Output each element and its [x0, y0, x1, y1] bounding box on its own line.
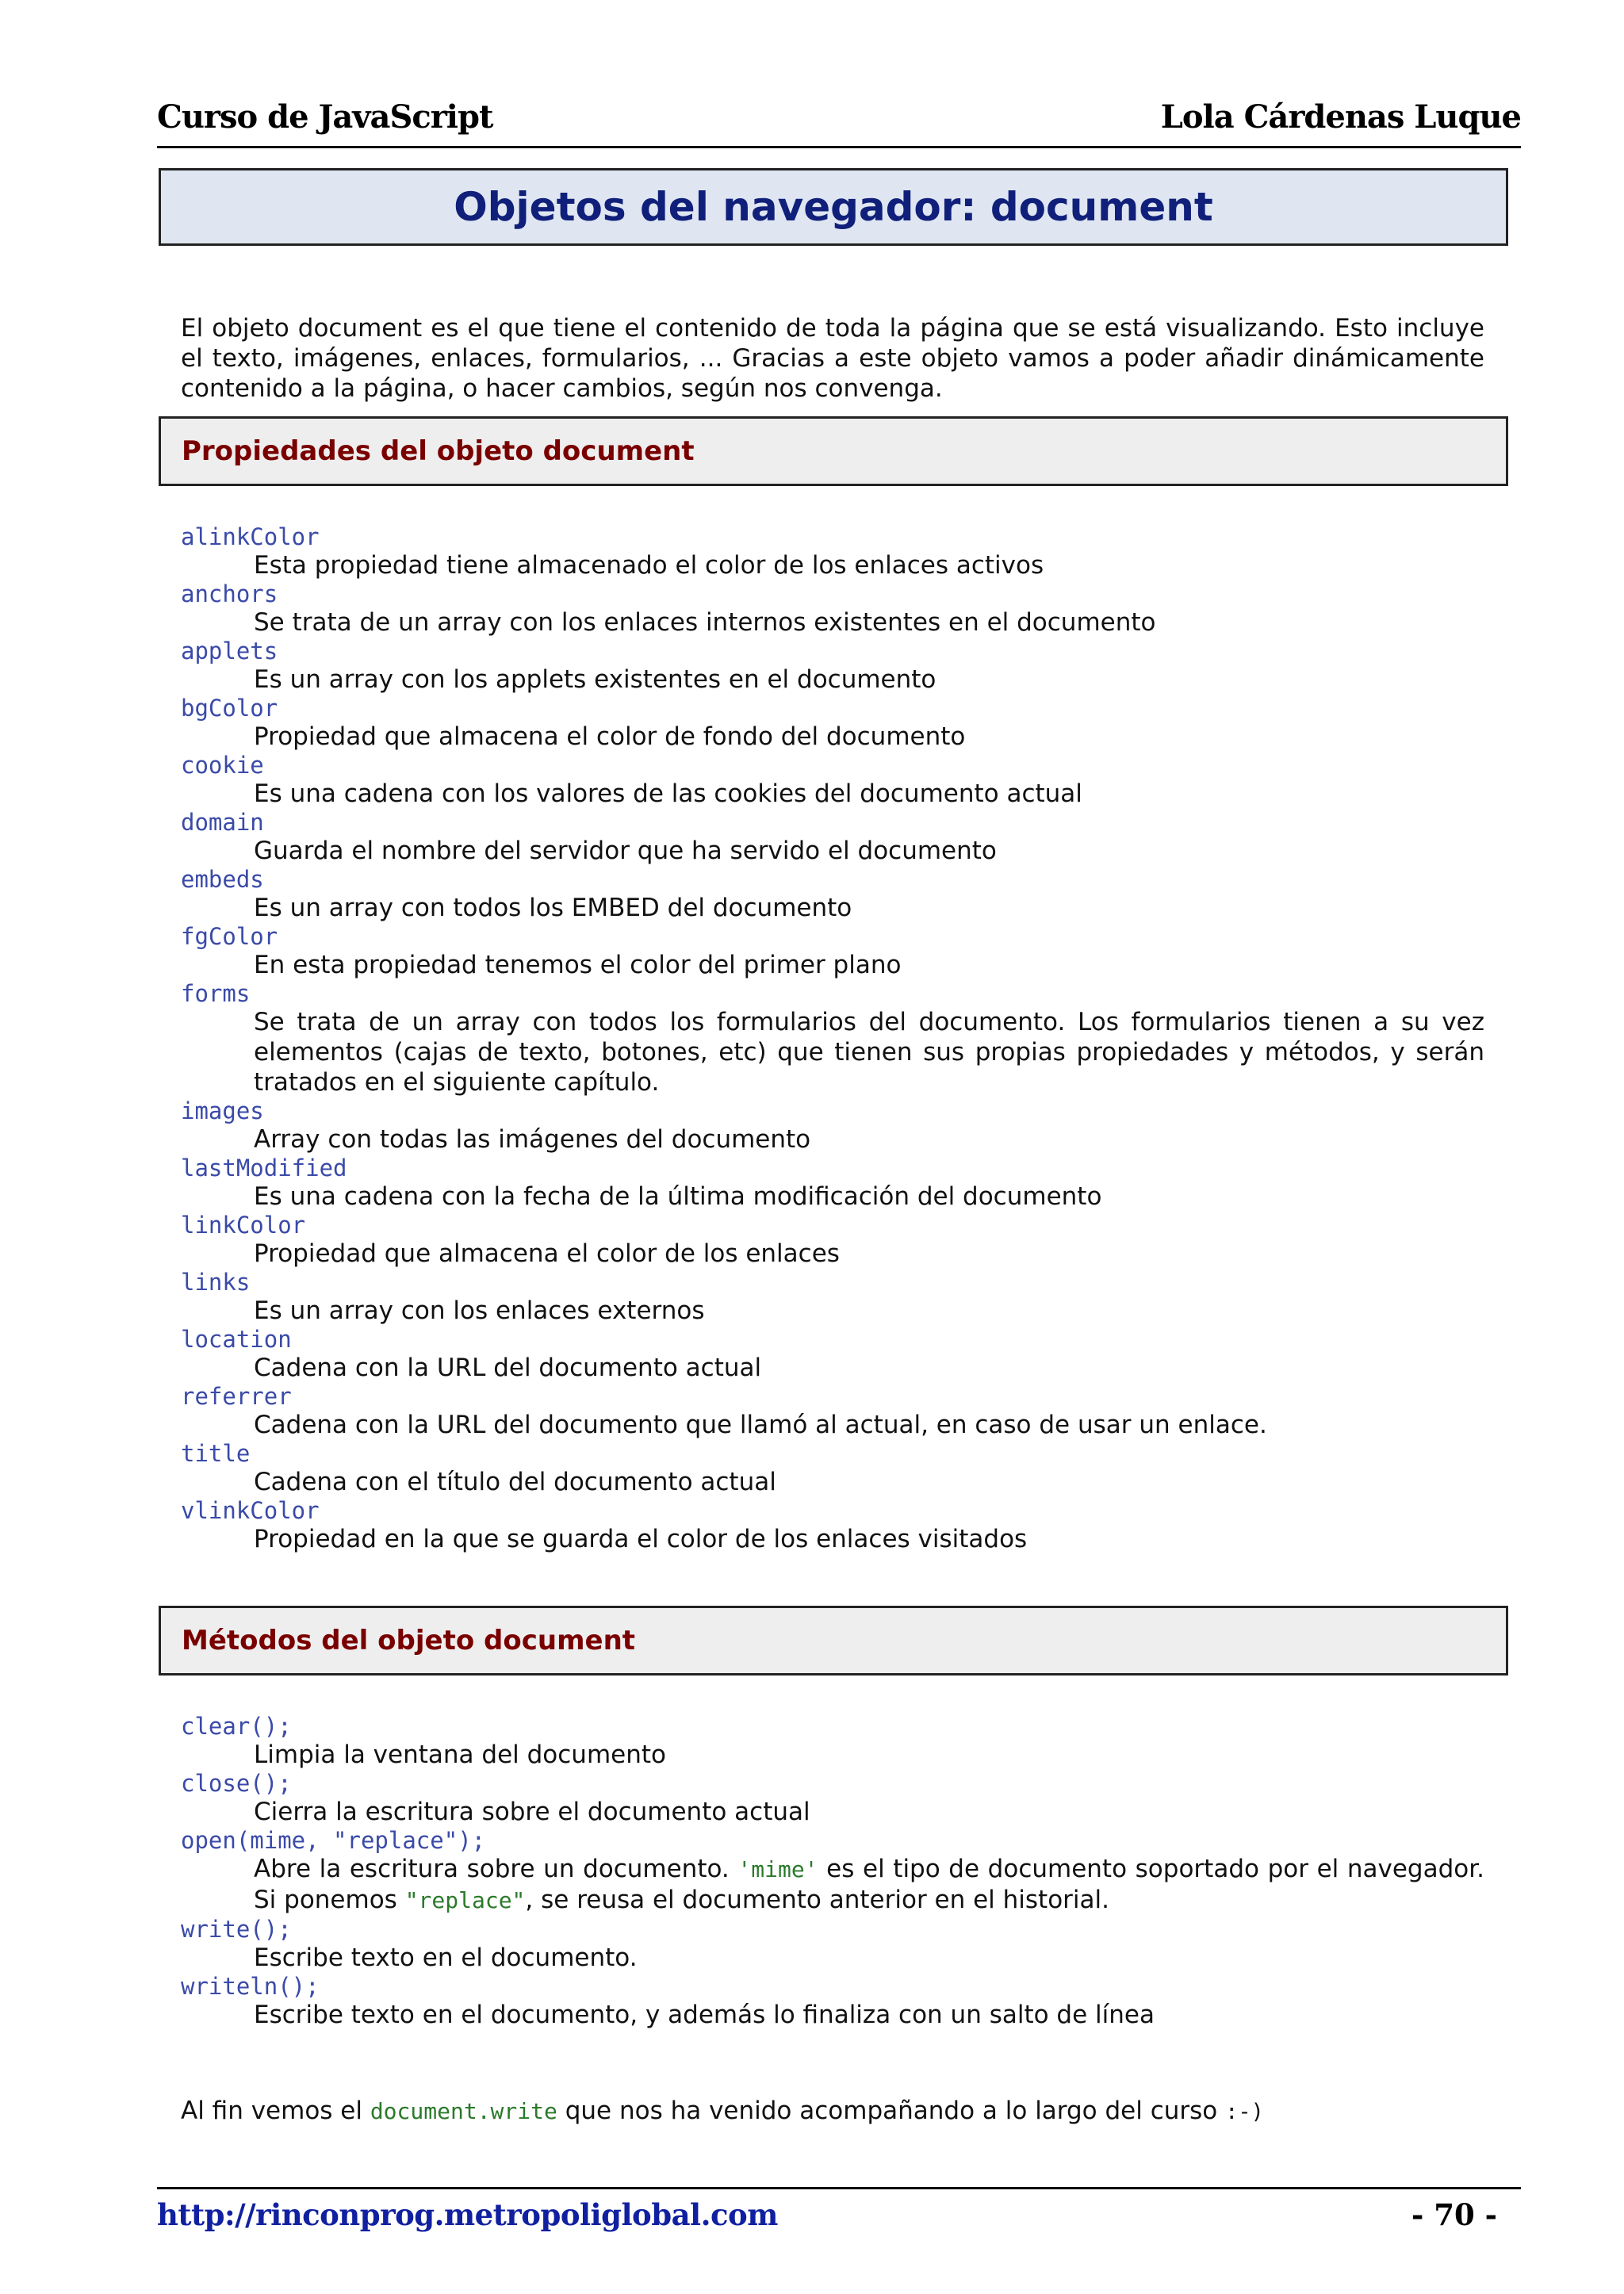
property-desc: Propiedad que almacena el color de los enlaces [254, 1239, 840, 1268]
closing-paragraph [181, 2096, 1484, 2127]
property-desc: Propiedad en la que se guarda el color de los enlaces visitados [254, 1525, 1028, 1553]
property-desc: Es un array con los enlaces externos [254, 1296, 705, 1325]
property-name: lastModified [181, 1155, 347, 1181]
property-desc: Guarda el nombre del servidor que ha servido el documento [254, 837, 997, 865]
open-desc-part: es el tipo de documento soportado por el navegador. Si ponemos [254, 1855, 1485, 1914]
property-desc: Cadena con la URL del documento actual [254, 1354, 762, 1382]
property-name: title [181, 1440, 251, 1467]
closing-text: que nos ha venido acompañando a lo largo del curso [557, 2097, 1226, 2125]
method-signature: writeln(); [181, 1973, 320, 2000]
method-desc-open [254, 1854, 1484, 1916]
property-name: linkColor [181, 1212, 306, 1239]
properties-heading: Propiedades del objeto document [182, 435, 695, 467]
chapter-title-box [159, 168, 1508, 246]
property-desc: Cadena con el título del documento actual [254, 1468, 776, 1496]
property-name: images [181, 1097, 264, 1124]
property-desc: Se trata de un array con todos los formularios del documento. Los formularios tienen a su vez elementos (cajas de texto, botones, etc) que tienen sus propias propiedades y métodos, y serán tratados en el siguiente capítulo. [254, 1008, 1484, 1097]
closing-text: Al fin vemos el [181, 2097, 370, 2125]
property-desc: Cadena con la URL del documento que llamó al actual, en caso de usar un enlace. [254, 1411, 1267, 1439]
property-name: applets [181, 638, 278, 664]
code-replace: "replace" [404, 1887, 526, 1913]
property-name: alinkColor [181, 523, 320, 550]
intro-paragraph: El objeto document es el que tiene el contenido de toda la página que se está visualizando. Esto incluye el texto, imágenes, enlaces, formularios, ... Gracias a este objeto vamos a poder añadir dinámicamente contenido a la página, o hacer cambios, según nos convenga. [181, 314, 1484, 403]
method-signature: clear(); [181, 1713, 292, 1740]
property-name: anchors [181, 580, 278, 607]
running-header [157, 94, 1521, 148]
property-name: embeds [181, 866, 264, 893]
page-number: - 70 - [1411, 2197, 1497, 2232]
properties-list [181, 523, 1484, 1554]
method-signature: close(); [181, 1770, 292, 1797]
property-name: fgColor [181, 923, 278, 950]
property-name: location [181, 1326, 292, 1353]
code-document-write: document.write [370, 2098, 557, 2124]
property-name: forms [181, 980, 251, 1007]
property-name: cookie [181, 752, 264, 779]
course-title: Curso de JavaScript [157, 98, 493, 136]
property-desc: Es una cadena con la fecha de la última modificación del documento [254, 1182, 1102, 1211]
methods-heading: Métodos del objeto document [182, 1625, 636, 1656]
method-desc: Limpia la ventana del documento [254, 1741, 666, 1769]
property-name: vlinkColor [181, 1497, 320, 1524]
method-signature: write(); [181, 1916, 292, 1943]
footer-url-link[interactable]: http://rinconprog.metropoliglobal.com [157, 2197, 778, 2232]
chapter-title: Objetos del navegador: document [454, 184, 1213, 230]
method-signature: open(mime, "replace"); [181, 1827, 486, 1854]
author-name: Lola Cárdenas Luque [1160, 98, 1521, 136]
property-name: referrer [181, 1383, 292, 1410]
property-name: links [181, 1269, 251, 1296]
open-desc-part: , se reusa el documento anterior en el historial. [525, 1886, 1110, 1914]
properties-section-header [159, 416, 1508, 486]
property-name: domain [181, 809, 264, 836]
property-desc: Es un array con todos los EMBED del documento [254, 894, 852, 922]
methods-list [181, 1713, 1484, 2030]
property-name: bgColor [181, 695, 278, 722]
code-mime: 'mime' [737, 1856, 818, 1882]
method-desc: Escribe texto en el documento, y además lo finaliza con un salto de línea [254, 2001, 1155, 2029]
open-desc-part: Abre la escritura sobre un documento. [254, 1855, 738, 1883]
methods-section-header [159, 1606, 1508, 1676]
method-desc: Cierra la escritura sobre el documento actual [254, 1798, 810, 1826]
property-desc: Propiedad que almacena el color de fondo del documento [254, 722, 966, 751]
property-desc: Array con todas las imágenes del documento [254, 1125, 811, 1154]
running-footer [157, 2187, 1521, 2245]
property-desc: Es una cadena con los valores de las cookies del documento actual [254, 779, 1082, 808]
property-desc: Es un array con los applets existentes en el documento [254, 665, 936, 694]
smiley-text: :-) [1225, 2100, 1264, 2124]
property-desc: Esta propiedad tiene almacenado el color de los enlaces activos [254, 551, 1044, 580]
property-desc: Se trata de un array con los enlaces internos existentes en el documento [254, 608, 1156, 637]
method-desc: Escribe texto en el documento. [254, 1944, 638, 1972]
property-desc: En esta propiedad tenemos el color del primer plano [254, 951, 902, 979]
